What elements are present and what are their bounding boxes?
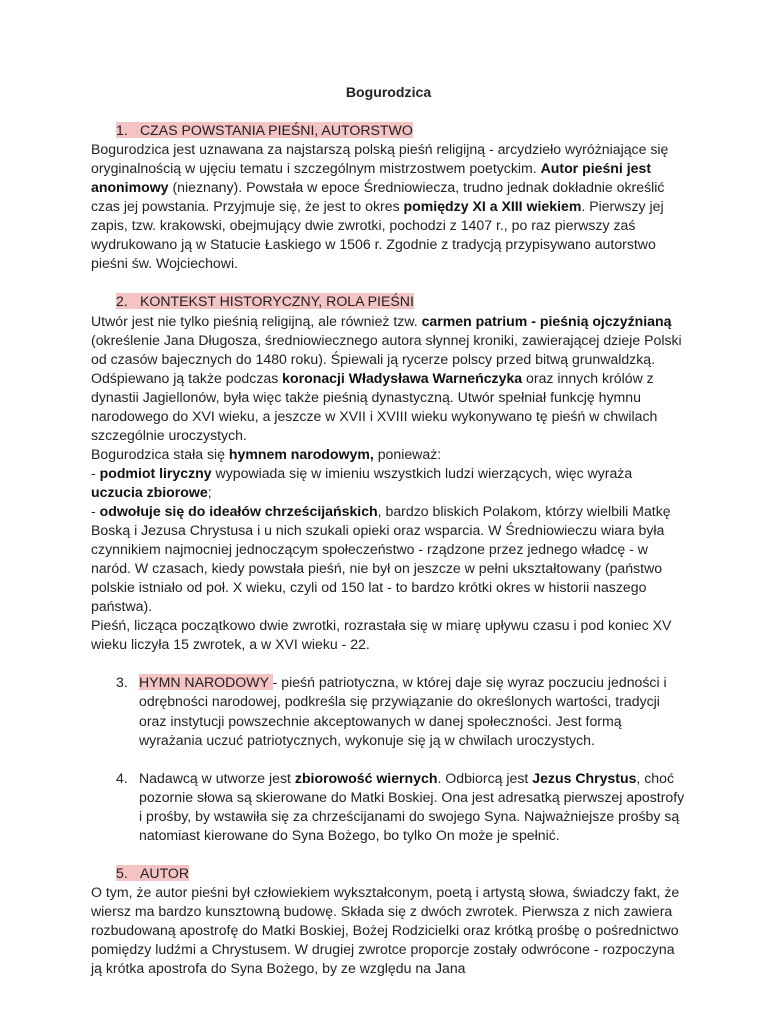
section-2-reason-intro [91, 445, 686, 464]
text-run: ; [207, 483, 212, 500]
spacer [91, 654, 686, 673]
bold-run: carmen patrium - pieśnią ojczyźnianą [421, 312, 672, 329]
section-5-title: AUTOR [140, 864, 190, 881]
bold-run: Autor pieśni jest anonimowy [91, 160, 652, 196]
bold-run: Jezus Chrystus [532, 769, 637, 786]
spacer [91, 750, 686, 769]
section-2-heading [91, 292, 686, 311]
text-run: (nieznany). Powstała w epoce Średniowiecza, trudno jednak dokładnie określić czas jej powstania. Przyjmuje się, że jest to okres [91, 179, 665, 215]
section-4-number: 4. [116, 769, 128, 786]
section-3-item [91, 673, 686, 749]
section-5-heading [91, 864, 686, 883]
section-1-title: CZAS POWSTANIA PIEŚNI, AUTORSTWO [140, 122, 413, 139]
section-2-highlight [116, 293, 414, 309]
spacer [91, 845, 686, 864]
section-2-reason-2 [91, 502, 686, 616]
section-5-paragraph: O tym, że autor pieśni był człowiekiem wykształconym, poetą i artystą słowa, świadczy fakt, że wiersz ma bardzo kunsztowną budowę. Składa się z dwóch zwrotek. Pierwsza z nich zawiera rozbudowaną apostrofę do Matki Boskiej, Bożej Rodzicielki oraz krótką prośbę o pośrednictwo pomiędzy ludźmi a Chrystusem. W drugiej zwrotce proporcje zostały odwrócone - rozpoczyna ją krótka apostrofa do Syna Bożego, by ze względu na Jana [91, 883, 680, 977]
text-run: . Odbiorcą jest [437, 769, 533, 786]
bold-run: podmiot liryczny [99, 464, 212, 481]
section-1-highlight [116, 122, 413, 138]
text-run: , bardzo bliskich Polakom, którzy wielbili Matkę Boską i Jezusa Chrystusa i u nich szukali opieki oraz wsparcia. W Średniowieczu wiara była czynnikiem najmocniej jednoczącym społeczeństwo - rządzone przez jednego władcę - w naród. W czasach, kiedy powstała pieśń, nie był on jeszcze w pełni ukształtowany (państwo polskie istniało od poł. X wieku, czyli od 150 lat - to bardzo krótki okres w historii naszego państwa). [91, 502, 671, 615]
bold-run: zbiorowość wiernych [294, 769, 438, 786]
section-4-item [91, 769, 686, 845]
bold-run: hymnem narodowym, [228, 445, 374, 462]
section-5-number: 5. [116, 864, 128, 881]
text-run: Utwór jest nie tylko pieśnią religijną, ale również tzw. [91, 312, 422, 329]
text-run: Bogurodzica stała się [91, 445, 229, 462]
section-2-reason-1 [91, 464, 686, 502]
section-3-number: 3. [116, 674, 128, 691]
section-1-heading [91, 121, 686, 140]
text-run: wypowiada się w imieniu wszystkich ludzi wierzących, więc wyraża [211, 464, 633, 481]
section-2-paragraph [91, 312, 686, 445]
section-1-number: 1. [116, 122, 128, 139]
spacer [91, 273, 686, 292]
bold-run: koronacji Władysława Warneńczyka [282, 369, 523, 386]
text-run: . Pierwszy jej zapis, tzw. krakowski, obejmujący dwie zwrotki, pochodzi z 1407 r., po raz pierwszy zaś wydrukowano ją w Statucie Łaskiego w 1506 r. Zgodnie z tradycją przypisywano autorstwo pieśni św. Wojciechowi. [91, 198, 664, 272]
text-run: - [91, 464, 100, 481]
text-run: ponieważ: [373, 445, 442, 462]
section-2-title: KONTEKST HISTORYCZNY, ROLA PIEŚNI [140, 293, 414, 310]
text-run: (określenie Jana Długosza, średniowiecznego autora słynnej kroniki, zawierającej dzieje Polski od czasów bajecznych do 1480 roku). Śpiewali ją rycerze polscy przed bitwą grunwaldzką. Odśpiewano ją także podczas [91, 331, 682, 386]
section-5-highlight [116, 865, 189, 881]
section-2-number: 2. [116, 293, 128, 310]
text-run: , choć pozornie słowa są skierowane do Matki Boskiej. Ona jest adresatką pierwszej apostrofy i prośby, by wstawiła się za chrześcijanami do swojego Syna. Najważniejsze prośby są natomiast kierowane do Syna Bożego, bo tylko On może je spełnić. [139, 769, 685, 843]
bold-run: pomiędzy XI a XIII wiekiem [403, 198, 582, 215]
section-1-paragraph [91, 140, 686, 273]
bold-run: uczucia zbiorowe [91, 483, 208, 500]
bold-run: odwołuje się do ideałów chrześcijańskich [99, 502, 378, 519]
text-run: oraz innych królów z dynastii Jagiellonów, była więc także pieśnią dynastyczną. Utwór spełniał funkcję hymnu narodowego do XVI wieku, a jeszcze w XVII i XVIII wieku wykonywano tę pieśń w chwilach szczególnie uroczystych. [91, 369, 658, 443]
text-run: Nadawcą w utworze jest [139, 769, 295, 786]
text-run: - [91, 502, 100, 519]
document-title: Bogurodzica [345, 84, 432, 100]
text-run: Bogurodzica jest uznawana za najstarszą polską pieśń religijną - arcydzieło wyróżniające się oryginalnością w ujęciu tematu i szczególnym mistrzostwem poetyckim. [91, 141, 669, 177]
section-3-title: HYMN NARODOWY [139, 674, 273, 691]
text-run: - pieśń patriotyczna, w której daje się wyraz poczuciu jedności i odrębności narodowej, podkreśla się przywiązanie do określonych wartości, tradycji oraz instytucji powszechnie akceptowanych w danej społeczności. Jest formą wyrażania uczuć patriotycznych, wykonuje się ją w chwilach uroczystych. [139, 674, 667, 748]
section-2-closing: Pieśń, licząca początkowo dwie zwrotki, rozrastała się w miarę upływu czasu i pod koniec XV wieku liczyła 15 zwrotek, a w XVI wieku - 22. [91, 617, 672, 653]
document-page [91, 83, 686, 978]
